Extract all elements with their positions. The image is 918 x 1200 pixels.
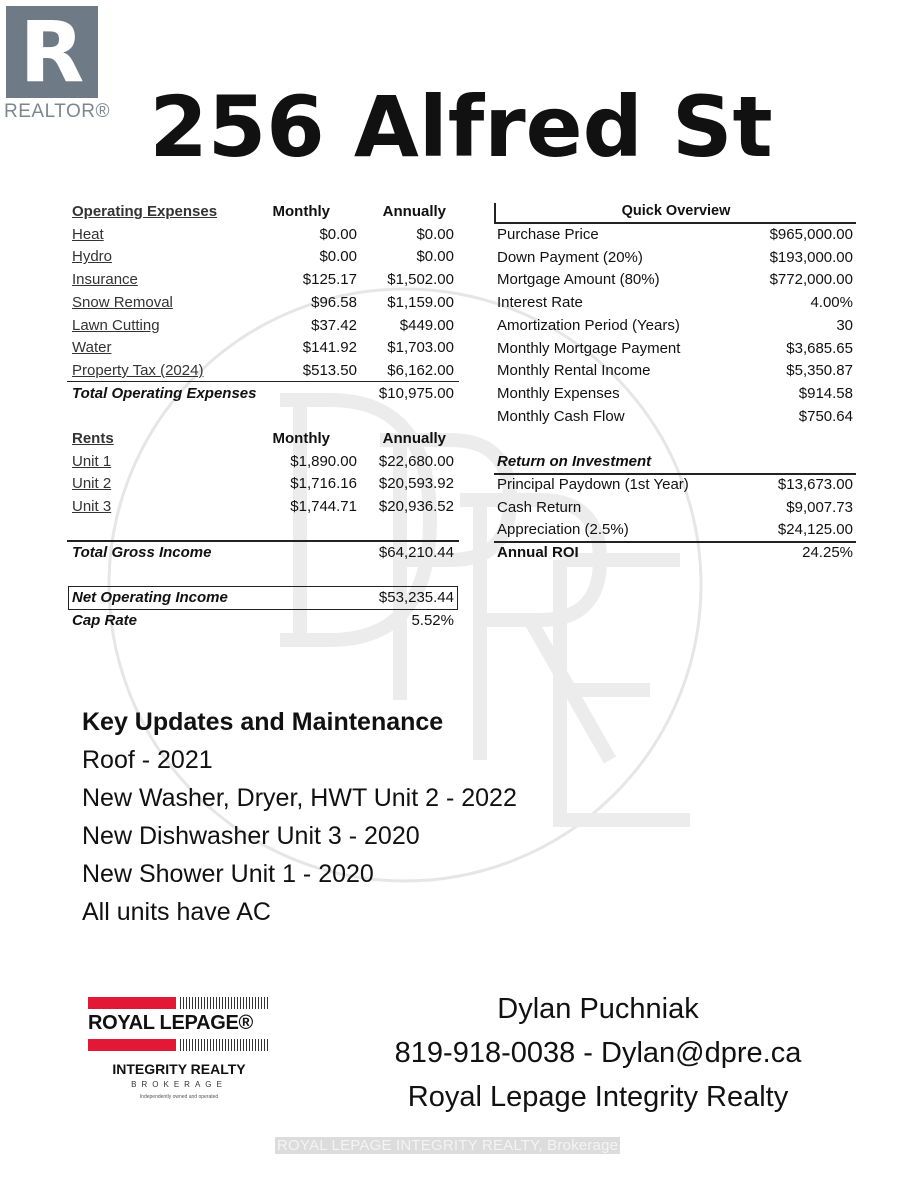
update-item: New Dishwasher Unit 3 - 2020 (82, 822, 420, 850)
monthly-value: Monthly (272, 430, 330, 447)
annual-value: $1,159.00 (387, 293, 454, 311)
annual-value: 24.25% (802, 544, 853, 561)
row-label[interactable]: Insurance (72, 271, 138, 289)
annual-value: $13,673.00 (777, 476, 853, 493)
annual-value: $20,593.92 (378, 475, 454, 493)
table-header (70, 428, 460, 450)
annual-value: $750.64 (798, 407, 853, 425)
row-label: Monthly Mortgage Payment (497, 339, 681, 357)
row-label: Annual ROI (497, 544, 579, 561)
row-label: Down Payment (20%) (497, 248, 643, 266)
realtor-logo: R (6, 6, 98, 98)
overview-row (495, 292, 857, 314)
roi-title (495, 451, 857, 473)
cap-rate-row (70, 610, 460, 632)
overview-row (495, 269, 857, 291)
annual-value: $9,007.73 (786, 498, 853, 516)
row-label[interactable]: Snow Removal (72, 293, 173, 311)
row-label[interactable]: Water (72, 339, 112, 357)
overview-row (495, 406, 857, 428)
table-row (70, 473, 460, 495)
agent-contact (330, 987, 866, 1119)
row-label: Interest Rate (497, 294, 583, 312)
key-updates-heading: Key Updates and Maintenance (82, 708, 444, 736)
monthly-value: $96.58 (311, 293, 357, 311)
annual-value: $24,125.00 (777, 521, 853, 539)
annual-value: $64,210.44 (378, 544, 454, 561)
update-item: All units have AC (82, 898, 271, 926)
table-header (70, 201, 460, 223)
annual-value: 30 (836, 316, 853, 334)
row-label: Net Operating Income (72, 589, 228, 606)
annual-value: $1,502.00 (387, 271, 454, 289)
update-item: New Shower Unit 1 - 2020 (82, 860, 374, 888)
annual-value: $5,350.87 (786, 362, 853, 380)
row-label[interactable]: Hydro (72, 248, 113, 266)
annual-value: Annually (382, 430, 446, 447)
row-label: Amortization Period (Years) (497, 316, 680, 334)
roi-row (495, 474, 857, 496)
brokerage-watermark: ROYAL LEPAGE INTEGRITY REALTY, Brokerage (277, 1137, 619, 1154)
table-row (70, 224, 460, 246)
overview-row (495, 383, 857, 405)
table-row (70, 269, 460, 291)
annual-value: $53,235.44 (378, 589, 454, 606)
row-label: Return on Investment (497, 453, 652, 470)
monthly-value: $0.00 (319, 248, 357, 266)
table-row (70, 496, 460, 518)
noi-row (70, 587, 460, 609)
annual-value: $6,162.00 (387, 361, 454, 379)
overview-row (495, 315, 857, 337)
annual-value: $449.00 (399, 316, 454, 334)
total-row (70, 542, 460, 564)
annual-value: 5.52% (411, 612, 454, 629)
row-label: Cap Rate (72, 612, 138, 629)
row-label[interactable]: Heat (72, 225, 104, 243)
monthly-value: $1,716.16 (290, 475, 357, 493)
table-row (70, 292, 460, 314)
total-row (70, 383, 460, 405)
monthly-value: $0.00 (319, 225, 357, 243)
table-row (70, 360, 460, 382)
overview-row (495, 247, 857, 269)
monthly-value: $1,744.71 (290, 498, 357, 516)
key-updates-section (82, 703, 517, 931)
annual-value: $1,703.00 (387, 339, 454, 357)
annual-value: $914.58 (798, 384, 853, 402)
annual-value: $22,680.00 (378, 452, 454, 470)
row-label[interactable]: Rents (72, 430, 114, 447)
annual-value: $20,936.52 (378, 498, 454, 516)
monthly-value: $141.92 (302, 339, 357, 357)
page-title: 256 Alfred St (149, 78, 773, 176)
row-label: Appreciation (2.5%) (497, 521, 629, 539)
overview-row (495, 338, 857, 360)
annual-value: $10,975.00 (378, 384, 454, 402)
row-label: Principal Paydown (1st Year) (497, 476, 689, 493)
annual-value: $0.00 (416, 248, 454, 266)
annual-roi-row (495, 542, 857, 564)
annual-value: $193,000.00 (769, 248, 853, 266)
annual-value: $3,685.65 (786, 339, 853, 357)
row-label: Purchase Price (497, 226, 599, 243)
annual-value: 4.00% (810, 294, 853, 312)
realtor-logo-label: REALTOR® (4, 101, 110, 122)
agent-company: Royal Lepage Integrity Realty (407, 1081, 789, 1113)
annual-value: $0.00 (416, 225, 454, 243)
table-row (70, 451, 460, 473)
row-label: Monthly Rental Income (497, 362, 651, 380)
table-row (70, 246, 460, 268)
royal-lepage-logo: ROYAL LEPAGE® INTEGRITY REALTY BROKERAGE Independently owned and operated (88, 997, 270, 1107)
row-label: Monthly Cash Flow (497, 407, 625, 425)
row-label[interactable]: Unit 3 (72, 498, 112, 516)
table-row (70, 315, 460, 337)
roi-row (495, 519, 857, 541)
monthly-value: $1,890.00 (290, 452, 357, 470)
row-label[interactable]: Property Tax (2024) (72, 361, 204, 379)
agent-name: Dylan Puchniak (497, 993, 699, 1025)
row-label[interactable]: Operating Expenses (72, 203, 218, 220)
roi-row (495, 497, 857, 519)
monthly-value: $125.17 (302, 271, 357, 289)
row-label: Cash Return (497, 498, 582, 516)
row-label[interactable]: Unit 1 (72, 452, 112, 470)
row-label: Total Gross Income (72, 544, 212, 561)
row-label: Total Operating Expenses (72, 384, 257, 402)
monthly-value: Monthly (272, 203, 330, 220)
row-label[interactable]: Unit 2 (72, 475, 112, 493)
table-row (70, 337, 460, 359)
row-label[interactable]: Lawn Cutting (72, 316, 160, 334)
annual-value: $772,000.00 (769, 271, 853, 289)
monthly-value: $513.50 (302, 361, 357, 379)
row-label: Mortgage Amount (80%) (497, 271, 660, 289)
agent-phone-email[interactable]: 819-918-0038 - Dylan@dpre.ca (394, 1037, 802, 1069)
annual-value: $965,000.00 (769, 226, 853, 243)
row-label: Monthly Expenses (497, 384, 620, 402)
update-item: Roof - 2021 (82, 746, 213, 774)
monthly-value: $37.42 (311, 316, 357, 334)
overview-row (495, 224, 857, 246)
quick-overview-title: Quick Overview (621, 203, 731, 219)
annual-value: Annually (382, 203, 446, 220)
update-item: New Washer, Dryer, HWT Unit 2 - 2022 (82, 784, 517, 812)
overview-row (495, 360, 857, 382)
